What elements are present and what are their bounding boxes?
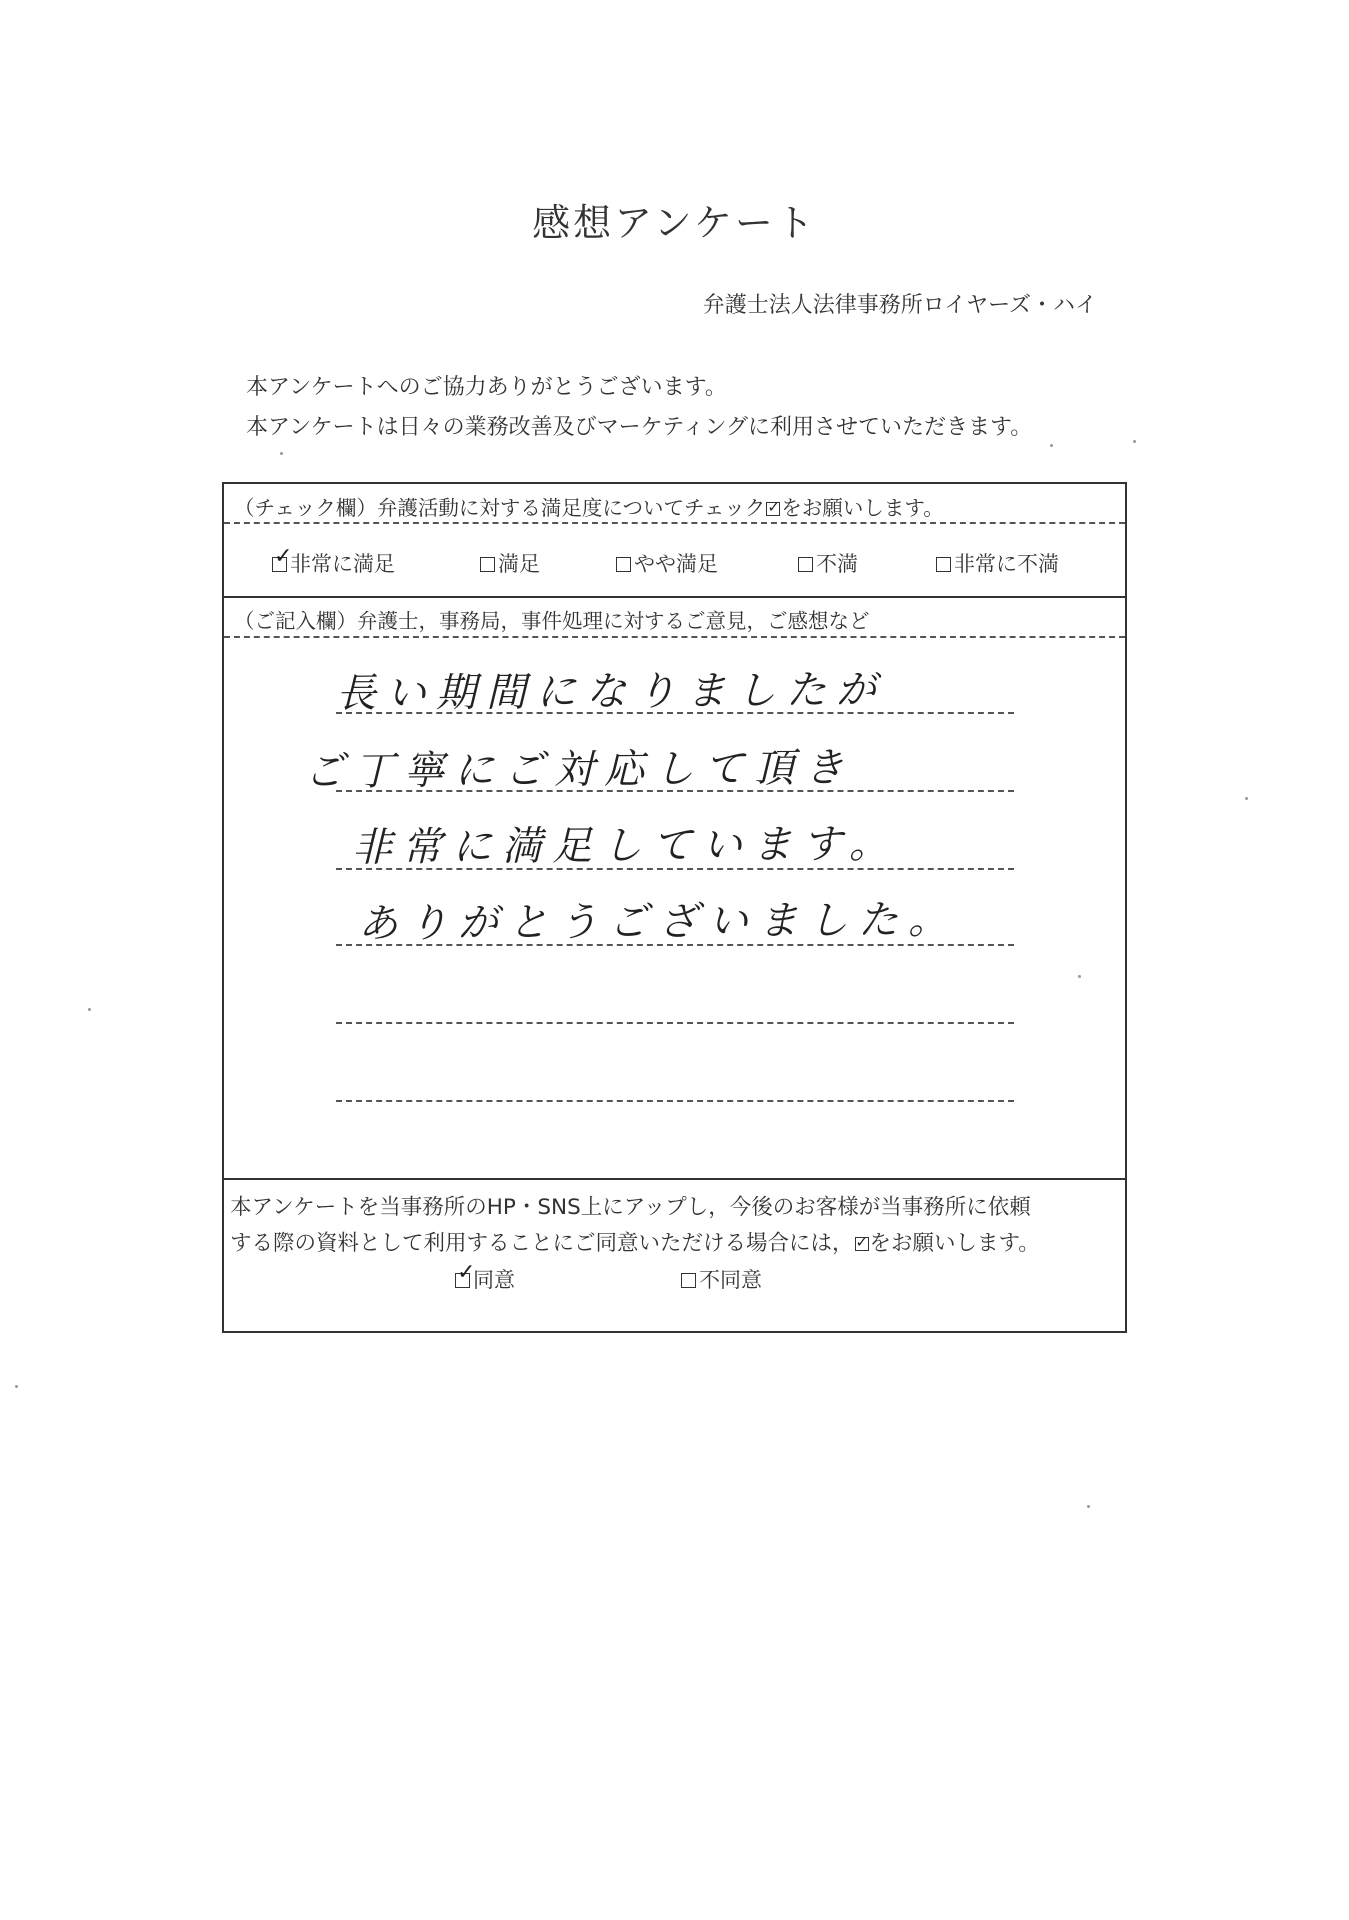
checkbox-icon[interactable] [798, 557, 813, 572]
option-somewhat-satisfied[interactable] [616, 548, 718, 578]
survey-form [222, 482, 1127, 1333]
checkbox-icon[interactable] [936, 557, 951, 572]
consent-line-2-text: する際の資料として利用することにご同意いただける場合には， [230, 1231, 854, 1256]
consent-line-2-tail: をお願いします。 [869, 1231, 1040, 1256]
consent-line-1: 本アンケートを当事務所のHP・SNS上にアップし，今後のお客様が当事務所に依頼 [230, 1195, 1031, 1220]
comment-rule [336, 712, 1014, 714]
consent-line-2 [230, 1226, 1040, 1257]
option-satisfied[interactable] [480, 548, 540, 578]
comment-rule [336, 944, 1014, 946]
comment-line-1: 長い期間になりましたが [335, 667, 887, 717]
comment-rule [336, 1100, 1014, 1102]
disagree-label: 不同意 [699, 1268, 762, 1292]
comment-line-4: ありがとうございました。 [357, 896, 959, 948]
divider [224, 636, 1125, 638]
option-label: 非常に満足 [290, 552, 395, 576]
divider [224, 1178, 1125, 1180]
disagree-option[interactable] [681, 1264, 762, 1294]
scan-speck [1087, 1505, 1090, 1508]
intro-line-1: 本アンケートへのご協力ありがとうございます。 [246, 375, 727, 400]
comment-line-3: 非常に満足しています。 [351, 821, 899, 871]
checkbox-icon[interactable] [480, 557, 495, 572]
comment-section-header: （ご記入欄）弁護士，事務局，事件処理に対するご意見，ご感想など [234, 609, 870, 633]
comment-rule [336, 868, 1014, 870]
comment-rule [336, 1022, 1014, 1024]
scan-speck [280, 452, 283, 455]
option-very-satisfied[interactable] [272, 543, 395, 578]
divider [224, 522, 1125, 524]
scan-speck [15, 1385, 18, 1388]
checkbox-sample-icon: ✓ [767, 498, 780, 516]
scan-speck [1078, 975, 1081, 978]
agree-option[interactable] [455, 1259, 515, 1294]
option-very-dissatisfied[interactable] [936, 548, 1059, 578]
option-label: やや満足 [634, 552, 718, 576]
option-dissatisfied[interactable] [798, 548, 858, 578]
firm-name: 弁護士法人法律事務所ロイヤーズ・ハイ [702, 293, 1097, 318]
option-label: 満足 [498, 552, 540, 576]
scan-speck [88, 1008, 91, 1011]
option-label: 非常に不満 [954, 552, 1059, 576]
comment-rule [336, 790, 1014, 792]
check-section-header [234, 491, 944, 521]
comment-line-2: ご丁寧にご対応して頂き [303, 745, 855, 795]
scan-speck [1050, 444, 1053, 447]
divider [224, 596, 1125, 598]
checkbox-icon[interactable] [616, 557, 631, 572]
option-label: 不満 [816, 552, 858, 576]
scan-speck [1133, 440, 1136, 443]
checkbox-checked-icon[interactable]: ✓ [455, 1273, 470, 1288]
intro-line-2: 本アンケートは日々の業務改善及びマーケティングに利用させていただきます。 [246, 415, 1033, 440]
agree-label: 同意 [473, 1268, 515, 1292]
check-header-text: （チェック欄）弁護活動に対する満足度についてチェック [234, 496, 766, 520]
checkbox-sample-icon: ✓ [855, 1233, 869, 1251]
page-title: 感想アンケート [532, 201, 817, 245]
scan-speck [1245, 797, 1248, 800]
checkbox-checked-icon[interactable]: ✓ [272, 557, 287, 572]
check-header-tail: をお願いします。 [781, 496, 944, 520]
checkbox-icon[interactable] [681, 1273, 696, 1288]
